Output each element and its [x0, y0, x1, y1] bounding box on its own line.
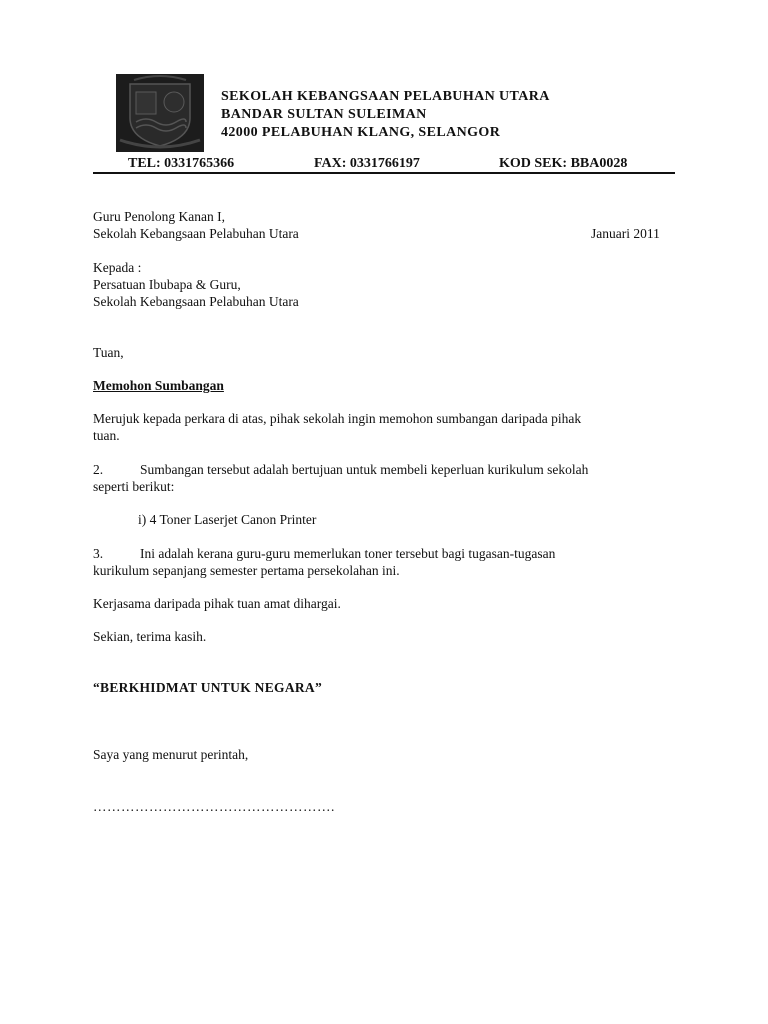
contact-row [0, 155, 768, 173]
paragraph-5: Sekian, terima kasih. [93, 629, 207, 644]
recipient-line1: Persatuan Ibubapa & Guru, [93, 277, 241, 292]
paragraph-2-line2: seperti berikut: [93, 479, 175, 494]
closing: Saya yang menurut perintah, [93, 747, 249, 762]
recipient-line2: Sekolah Kebangsaan Pelabuhan Utara [93, 294, 299, 309]
paragraph-3-number: 3. [93, 546, 104, 561]
letterhead-divider [93, 172, 675, 174]
school-code: KOD SEK: BBA0028 [499, 156, 628, 171]
list-item-1: i) 4 Toner Laserjet Canon Printer [138, 512, 317, 527]
paragraph-3-line2: kurikulum sepanjang semester pertama persekolahan ini. [93, 563, 400, 578]
paragraph-2-text: Sumbangan tersebut adalah bertujuan untuk membeli keperluan kurikulum sekolah [140, 462, 589, 477]
subject-heading: Memohon Sumbangan [93, 378, 224, 393]
sender-title: Guru Penolong Kanan I, [93, 209, 225, 224]
school-name: SEKOLAH KEBANGSAAN PELABUHAN UTARA [221, 89, 550, 104]
recipient-label: Kepada : [93, 260, 142, 275]
school-address-line1: BANDAR SULTAN SULEIMAN [221, 107, 427, 122]
motto: “BERKHIDMAT UNTUK NEGARA” [93, 680, 323, 695]
paragraph-2-line1 [93, 461, 588, 478]
paragraph-4: Kerjasama daripada pihak tuan amat dihargai. [93, 596, 341, 611]
letter-date: Januari 2011 [591, 226, 660, 241]
paragraph-3-text: Ini adalah kerana guru-guru memerlukan toner tersebut bagi tugasan-tugasan [140, 546, 556, 561]
paragraph-1-line1: Merujuk kepada perkara di atas, pihak sekolah ingin memohon sumbangan daripada pihak [93, 411, 582, 426]
school-address-block [221, 88, 641, 142]
signature-line: ……………………………………………. [93, 799, 335, 814]
paragraph-2-number: 2. [93, 462, 104, 477]
telephone: TEL: 0331765366 [128, 156, 235, 171]
sender-school: Sekolah Kebangsaan Pelabuhan Utara [93, 226, 299, 241]
school-address-line2: 42000 PELABUHAN KLANG, SELANGOR [221, 125, 501, 140]
school-crest-icon [116, 74, 204, 152]
fax: FAX: 0331766197 [314, 156, 420, 171]
paragraph-1-line2: tuan. [93, 428, 120, 443]
salutation: Tuan, [93, 345, 124, 360]
paragraph-3-line1 [93, 545, 555, 562]
